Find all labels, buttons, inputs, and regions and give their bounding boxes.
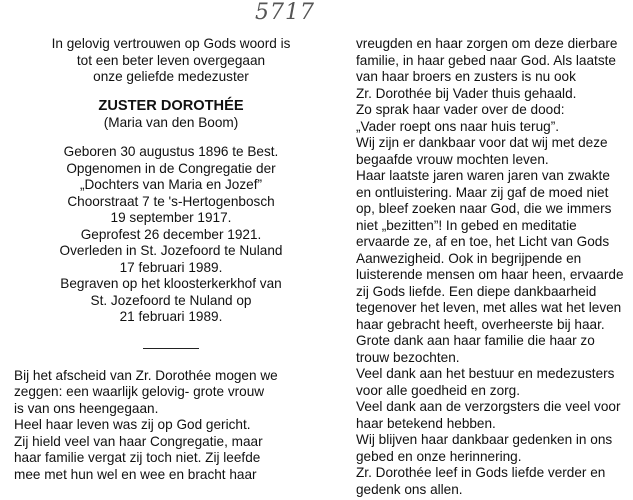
- intro-line: onze geliefde medezuster: [93, 69, 249, 84]
- text-line: haar gebracht heeft, overheerste bij haar.: [356, 316, 605, 332]
- detail-line: Choorstraat 7 te 's-Hertogenbosch: [67, 193, 275, 209]
- detail-line: Geprofest 26 december 1921.: [80, 226, 262, 242]
- intro-line: tot een beter leven overgegaan: [76, 52, 266, 68]
- text-line: Zr. Dorothée bij Vader thuis gehaald.: [356, 85, 577, 101]
- text-line: begaafde vrouw mochten leven.: [356, 151, 549, 167]
- text-line: luisterende mensen om haar heen, ervaarde: [356, 267, 624, 282]
- text-line: op, bleef zoeken naar God, die we immers: [356, 201, 612, 216]
- text-line: Zo sprak haar vader over de dood:: [356, 102, 565, 117]
- text-line: Haar laatste jaren waren jaren van zwakte: [356, 168, 610, 183]
- text-line: Grote dank aan haar familie die haar zo: [356, 333, 595, 348]
- detail-line: 21 februari 1989.: [119, 309, 223, 324]
- detail-line: Opgenomen in de Congregatie der: [66, 160, 276, 176]
- detail-line: 19 september 1917.: [110, 210, 232, 225]
- details-block: [14, 144, 328, 326]
- text-line: ervaarde ze, af en toe, het Licht van Gods: [356, 234, 610, 249]
- detail-line: „Dochters van Maria en Jozef”: [79, 177, 263, 192]
- text-line: niet „bezitten”! In gebed en meditatie: [356, 217, 577, 233]
- text-line: Aanwezigheid. Ook in begrijpende en: [356, 250, 582, 266]
- text-line: Wij zijn er dankbaar voor dat wij met deze: [356, 135, 608, 150]
- deceased-name: ZUSTER DOROTHÉE: [98, 97, 244, 114]
- text-line: zeggen: een waarlijk gelovig- grote vrouw: [14, 384, 265, 399]
- text-line: is van ons heengegaan.: [14, 400, 159, 416]
- divider: [143, 348, 199, 349]
- text-line: en ontluistering. Maar zij gaf de moed niet: [356, 184, 609, 200]
- text-line: gebed en onze herinnering.: [356, 448, 522, 464]
- text-line: familie, in haar gebed naar God. Als laatste: [356, 52, 616, 68]
- text-line: haar familie vergat zij toch niet. Zij leefde: [14, 450, 261, 465]
- text-line: Bij het afscheid van Zr. Dorothée mogen we: [14, 367, 278, 383]
- text-line: Veel dank aan de verzorgsters die veel voor: [356, 399, 621, 414]
- text-line: „Vader roept ons naar huis terug”.: [356, 118, 560, 134]
- detail-line: Geboren 30 augustus 1896 te Best.: [63, 144, 279, 159]
- text-line: Veel dank aan het bestuur en medezusters: [356, 366, 615, 381]
- text-line: trouw bezochten.: [356, 349, 460, 365]
- detail-line: Overleden in St. Jozefoord te Nuland: [59, 243, 283, 258]
- text-left-block: [14, 368, 328, 484]
- text-line: zij Gods liefde. Een diepe dankbaarheid: [356, 283, 597, 299]
- text-line: Zij hield veel van haar Congregatie, maar: [14, 433, 263, 449]
- detail-line: Begraven op het kloosterkerkhof van: [60, 276, 282, 291]
- text-line: vreugden en haar zorgen om deze dierbare: [356, 36, 618, 51]
- text-line: mee met hun wel en wee en bracht haar: [14, 466, 257, 482]
- text-line: voor alle goedheid en zorg.: [356, 382, 520, 398]
- text-line: Wij blijven haar dankbaar gedenken in ons: [356, 432, 613, 447]
- intro-line: In gelovig vertrouwen op Gods woord is: [51, 36, 291, 51]
- handwritten-number: 5717: [255, 0, 315, 25]
- left-column: [14, 36, 328, 483]
- right-column: [356, 36, 628, 498]
- text-line: van haar broers en zusters is nu ook: [356, 69, 576, 84]
- text-line: tegenover het leven, met alles wat het leven: [356, 300, 622, 315]
- intro-block: [14, 36, 328, 86]
- birth-name: (Maria van den Boom): [103, 114, 239, 130]
- detail-line: St. Jozefoord te Nuland op: [90, 292, 252, 308]
- text-line: gedenk ons allen.: [356, 481, 463, 497]
- text-line: haar betekend hebben.: [356, 415, 496, 431]
- text-line: Heel haar leven was zij op God gericht.: [14, 417, 251, 432]
- text-line: Zr. Dorothée leef in Gods liefde verder en: [356, 465, 606, 480]
- detail-line: 17 februari 1989.: [119, 259, 223, 275]
